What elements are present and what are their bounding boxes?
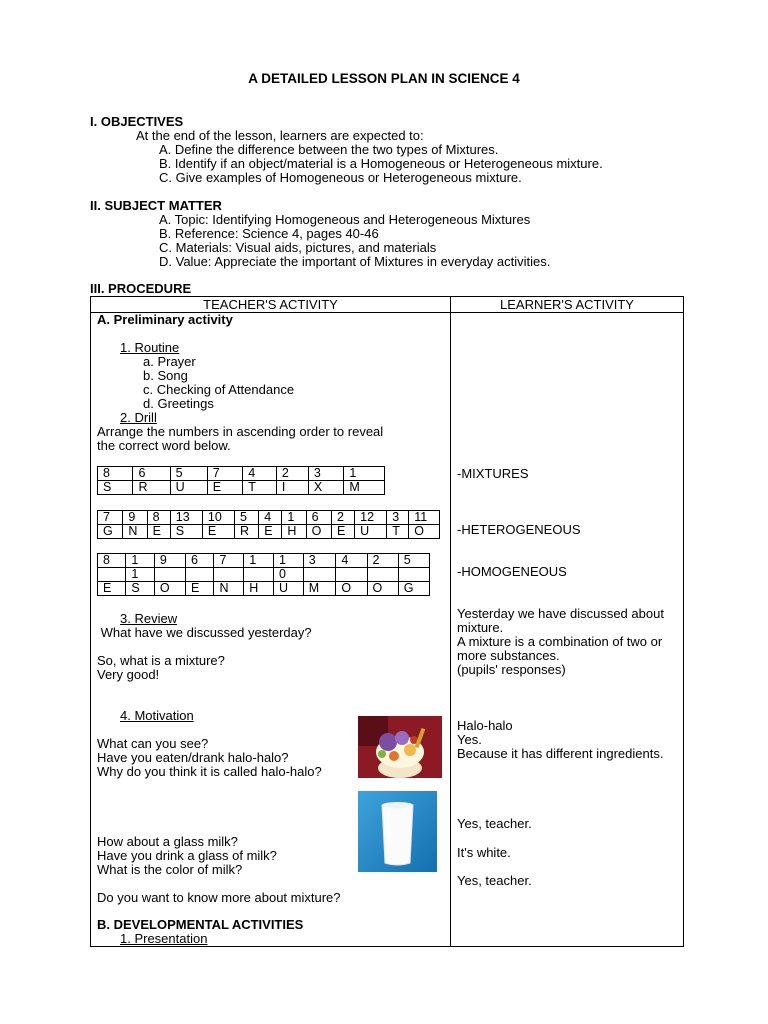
preliminary-activity-heading: A. Preliminary activity (97, 312, 233, 327)
grid-letter: U (170, 481, 207, 495)
grid-number: 5 (234, 511, 258, 525)
grid-number-wrap: 0 (274, 568, 304, 582)
drill-grid-mixtures (97, 466, 385, 495)
grid-number-wrap: 1 (126, 568, 154, 582)
teacher-activity-header: TEACHER'S ACTIVITY (203, 297, 338, 312)
grid-letter: M (303, 582, 336, 596)
grid-letter: O (367, 582, 398, 596)
grid-number: 1 (282, 511, 306, 525)
objective-item: A. Define the difference between the two types of Mixtures. (159, 142, 499, 157)
motivation-question: Have you eaten/drank halo-halo? (97, 750, 289, 765)
review-label: 3. Review (120, 611, 178, 626)
grid-letter: N (214, 582, 244, 596)
grid-letter: R (133, 481, 170, 495)
review-praise: Very good! (97, 667, 160, 682)
motivation-answer: Yes, teacher. (457, 873, 532, 888)
grid-letter: G (398, 582, 429, 596)
column-divider (450, 297, 451, 946)
grid-letter: E (98, 582, 126, 596)
grid-number: 3 (387, 511, 409, 525)
routine-item: d. Greetings (143, 396, 214, 411)
motivation-question: Why do you think it is called halo-halo? (97, 764, 322, 779)
routine-item: b. Song (143, 368, 188, 383)
grid-letter: U (355, 525, 387, 539)
grid-number: 6 (306, 511, 331, 525)
grid-letter: E (207, 481, 242, 495)
motivation-answer: Yes. (457, 732, 482, 747)
grid-number: 6 (186, 554, 214, 568)
review-response: mixture. (457, 620, 504, 635)
grid-letter: I (276, 481, 308, 495)
grid-letter: E (186, 582, 214, 596)
subject-matter-heading: II. SUBJECT MATTER (90, 198, 222, 213)
objective-item: C. Give examples of Homogeneous or Heterogeneous mixture. (159, 170, 522, 185)
grid-number: 2 (332, 511, 355, 525)
objective-item: B. Identify if an object/material is a Homogeneous or Heterogeneous mixture. (159, 156, 603, 171)
drill-answer: -MIXTURES (457, 466, 529, 481)
grid-number: 2 (276, 467, 308, 481)
review-question: What have we discussed yesterday? (97, 625, 312, 640)
grid-number: 8 (98, 554, 126, 568)
grid-number: 7 (207, 467, 242, 481)
review-question: So, what is a mixture? (97, 653, 225, 668)
grid-number: 3 (308, 467, 343, 481)
motivation-question: Have you drink a glass of milk? (97, 848, 277, 863)
motivation-label: 4. Motivation (120, 708, 194, 723)
motivation-answer: Because it has different ingredients. (457, 746, 664, 761)
grid-letter: R (234, 525, 258, 539)
developmental-activities-heading: B. DEVELOPMENTAL ACTIVITIES (97, 917, 304, 932)
grid-number: 7 (214, 554, 244, 568)
grid-number: 1 (344, 467, 385, 481)
drill-answer: -HETEROGENEOUS (457, 522, 581, 537)
grid-number: 3 (303, 554, 336, 568)
grid-number: 12 (355, 511, 387, 525)
motivation-question: What is the color of milk? (97, 862, 243, 877)
grid-number-wrap (244, 568, 274, 582)
halo-halo-image (358, 716, 442, 778)
grid-letter: E (332, 525, 355, 539)
grid-number-wrap (154, 568, 185, 582)
motivation-question: What can you see? (97, 736, 209, 751)
grid-number-wrap (398, 568, 429, 582)
grid-letter: N (123, 525, 147, 539)
subject-item: D. Value: Appreciate the important of Mixtures in everyday activities. (159, 254, 551, 269)
grid-letter: O (336, 582, 367, 596)
grid-number: 1 (126, 554, 154, 568)
grid-letter: M (344, 481, 385, 495)
grid-number: 1 (274, 554, 304, 568)
subject-item: B. Reference: Science 4, pages 40-46 (159, 226, 379, 241)
review-response: (pupils' responses) (457, 662, 566, 677)
drill-grid-homogeneous (97, 553, 430, 596)
document-title: A DETAILED LESSON PLAN IN SCIENCE 4 (248, 71, 520, 86)
grid-letter: T (243, 481, 277, 495)
grid-number: 4 (259, 511, 282, 525)
grid-number: 4 (243, 467, 277, 481)
grid-number: 2 (367, 554, 398, 568)
review-response: more substances. (457, 648, 560, 663)
grid-letter: U (274, 582, 304, 596)
grid-number: 6 (133, 467, 170, 481)
drill-instruction: Arrange the numbers in ascending order to reveal (97, 424, 384, 439)
grid-number: 13 (170, 511, 202, 525)
grid-letter: E (259, 525, 282, 539)
grid-number-wrap (186, 568, 214, 582)
grid-letter: O (306, 525, 331, 539)
drill-answer: -HOMOGENEOUS (457, 564, 567, 579)
learner-activity-header: LEARNER'S ACTIVITY (500, 297, 634, 312)
grid-number: 5 (398, 554, 429, 568)
grid-letter: S (170, 525, 202, 539)
objectives-intro: At the end of the lesson, learners are expected to: (136, 128, 424, 143)
grid-letter: H (244, 582, 274, 596)
grid-number: 9 (154, 554, 185, 568)
motivation-answer: It's white. (457, 845, 511, 860)
grid-letter: O (409, 525, 440, 539)
presentation-label: 1. Presentation (120, 931, 208, 946)
grid-number: 1 (244, 554, 274, 568)
motivation-answer: Yes, teacher. (457, 816, 532, 831)
objectives-heading: I. OBJECTIVES (90, 114, 184, 129)
grid-number: 10 (202, 511, 234, 525)
glass-of-milk-image (358, 791, 437, 872)
motivation-question: How about a glass milk? (97, 834, 238, 849)
grid-letter: E (202, 525, 234, 539)
routine-item: a. Prayer (143, 354, 196, 369)
drill-instruction: the correct word below. (97, 438, 231, 453)
subject-item: C. Materials: Visual aids, pictures, and materials (159, 240, 437, 255)
grid-letter: H (282, 525, 306, 539)
procedure-heading: III. PROCEDURE (90, 281, 192, 296)
grid-number: 4 (336, 554, 367, 568)
review-response: A mixture is a combination of two or (457, 634, 663, 649)
grid-letter: S (126, 582, 154, 596)
grid-letter: S (98, 481, 133, 495)
grid-number: 9 (123, 511, 147, 525)
review-response: Yesterday we have discussed about (457, 606, 664, 621)
grid-number-wrap (336, 568, 367, 582)
routine-label: 1. Routine (120, 340, 180, 355)
grid-letter: T (387, 525, 409, 539)
grid-number: 8 (147, 511, 170, 525)
grid-letter: E (147, 525, 170, 539)
drill-label: 2. Drill (120, 410, 157, 425)
subject-item: A. Topic: Identifying Homogeneous and Heterogeneous Mixtures (159, 212, 531, 227)
grid-number-wrap (214, 568, 244, 582)
routine-item: c. Checking of Attendance (143, 382, 295, 397)
grid-number: 5 (170, 467, 207, 481)
grid-number-wrap (367, 568, 398, 582)
grid-number: 8 (98, 467, 133, 481)
grid-letter: O (154, 582, 185, 596)
motivation-answer: Halo-halo (457, 718, 513, 733)
grid-letter: X (308, 481, 343, 495)
grid-number: 11 (409, 511, 440, 525)
drill-grid-heterogeneous (97, 510, 440, 539)
grid-number: 7 (98, 511, 123, 525)
grid-number-wrap (303, 568, 336, 582)
motivation-question: Do you want to know more about mixture? (97, 890, 341, 905)
grid-number-wrap (98, 568, 126, 582)
grid-letter: G (98, 525, 123, 539)
